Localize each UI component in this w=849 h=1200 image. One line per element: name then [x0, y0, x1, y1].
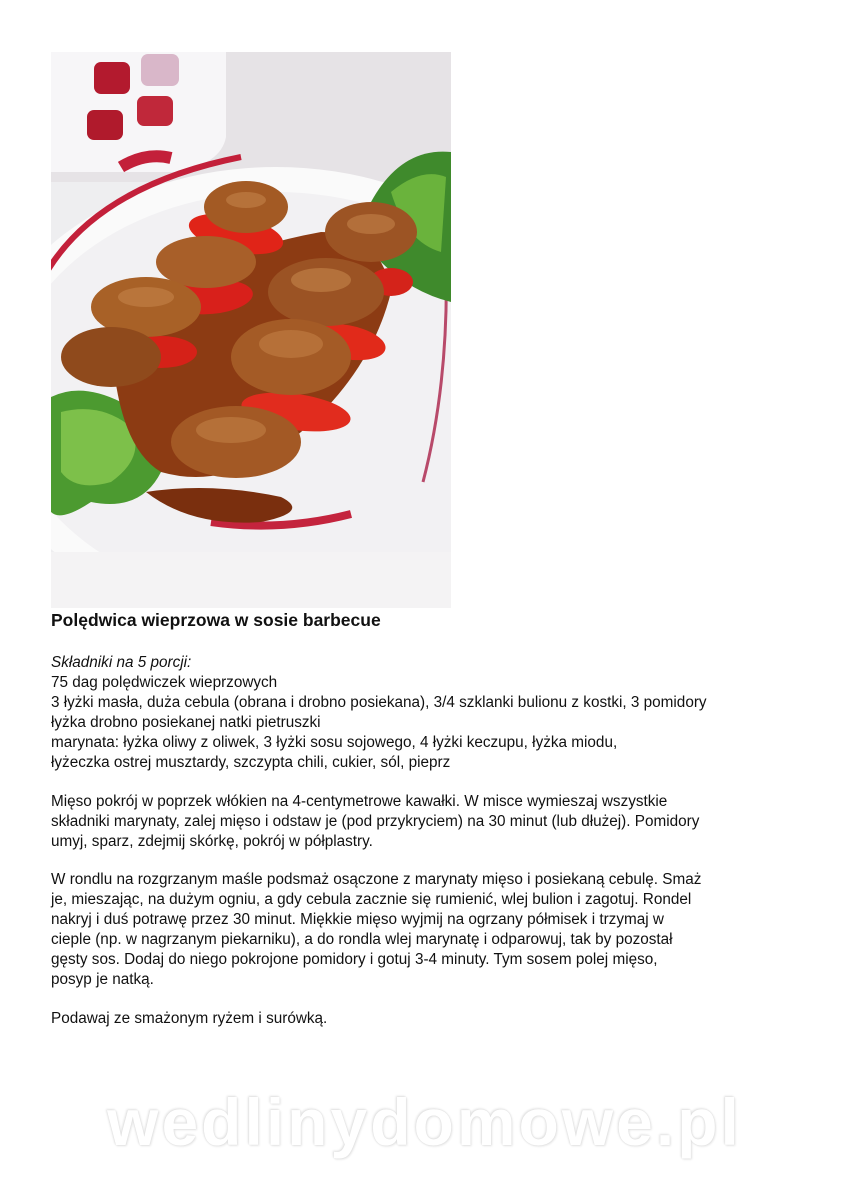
paragraph-line: składniki marynaty, zalej mięso i odstaw je (pod przykryciem) na 30 minut (lub dłużej). Pomidory — [51, 813, 700, 830]
paragraph-line: W rondlu na rozgrzanym maśle podsmaż osączone z marynaty mięso i posiekaną cebulę. Smaż — [51, 871, 702, 888]
ingredient-line: łyżka drobno posiekanej natki pietruszki — [51, 714, 321, 731]
ingredient-line: 75 dag polędwiczek wieprzowych — [51, 674, 278, 691]
paragraph-line: Mięso pokrój w poprzek włókien na 4-centymetrowe kawałki. W misce wymieszaj wszystkie — [51, 793, 668, 810]
ingredient-line: łyżeczka ostrej musztardy, szczypta chili, cukier, sól, pieprz — [51, 754, 451, 771]
ingredients-heading: Składniki na 5 porcji: — [51, 654, 192, 671]
paragraph-line: umyj, sparz, zdejmij skórkę, pokrój w półplastry. — [51, 833, 373, 850]
ingredient-line: marynata: łyżka oliwy z oliwek, 3 łyżki sosu sojowego, 4 łyżki keczupu, łyżka miodu, — [51, 734, 618, 751]
paragraph-line: cieple (np. w nagrzanym piekarniku), a do rondla wlej marynatę i odparowuj, tak by pozostał — [51, 931, 673, 948]
dish-image — [51, 52, 451, 608]
serving-note — [51, 1009, 811, 1029]
ingredients-section — [51, 653, 811, 773]
paragraph-line: gęsty sos. Dodaj do niego pokrojone pomidory i gotuj 3-4 minuty. Tym sosem polej mięso, — [51, 951, 658, 968]
paragraph-line: nakryj i duś potrawę przez 30 minut. Miękkie mięso wyjmij na ogrzany półmisek i trzymaj w — [51, 911, 664, 928]
paragraph-line: Podawaj ze smażonym ryżem i surówką. — [51, 1010, 328, 1027]
preparation-paragraph-2 — [51, 870, 811, 990]
paragraph-line: posyp je natką. — [51, 971, 154, 988]
ingredient-line: 3 łyżki masła, duża cebula (obrana i drobno posiekana), 3/4 szklanki bulionu z kostki, 3 pomidory — [51, 694, 707, 711]
recipe-photo — [51, 52, 451, 608]
paragraph-line: je, mieszając, na dużym ogniu, a gdy cebula zacznie się rumienić, wlej bulion i zagotuj. Rondel — [51, 891, 692, 908]
watermark: wedlinydomowe.pl — [107, 1085, 742, 1159]
preparation-paragraph-1 — [51, 792, 811, 852]
recipe-title: Polędwica wieprzowa w sosie barbecue — [51, 610, 381, 630]
